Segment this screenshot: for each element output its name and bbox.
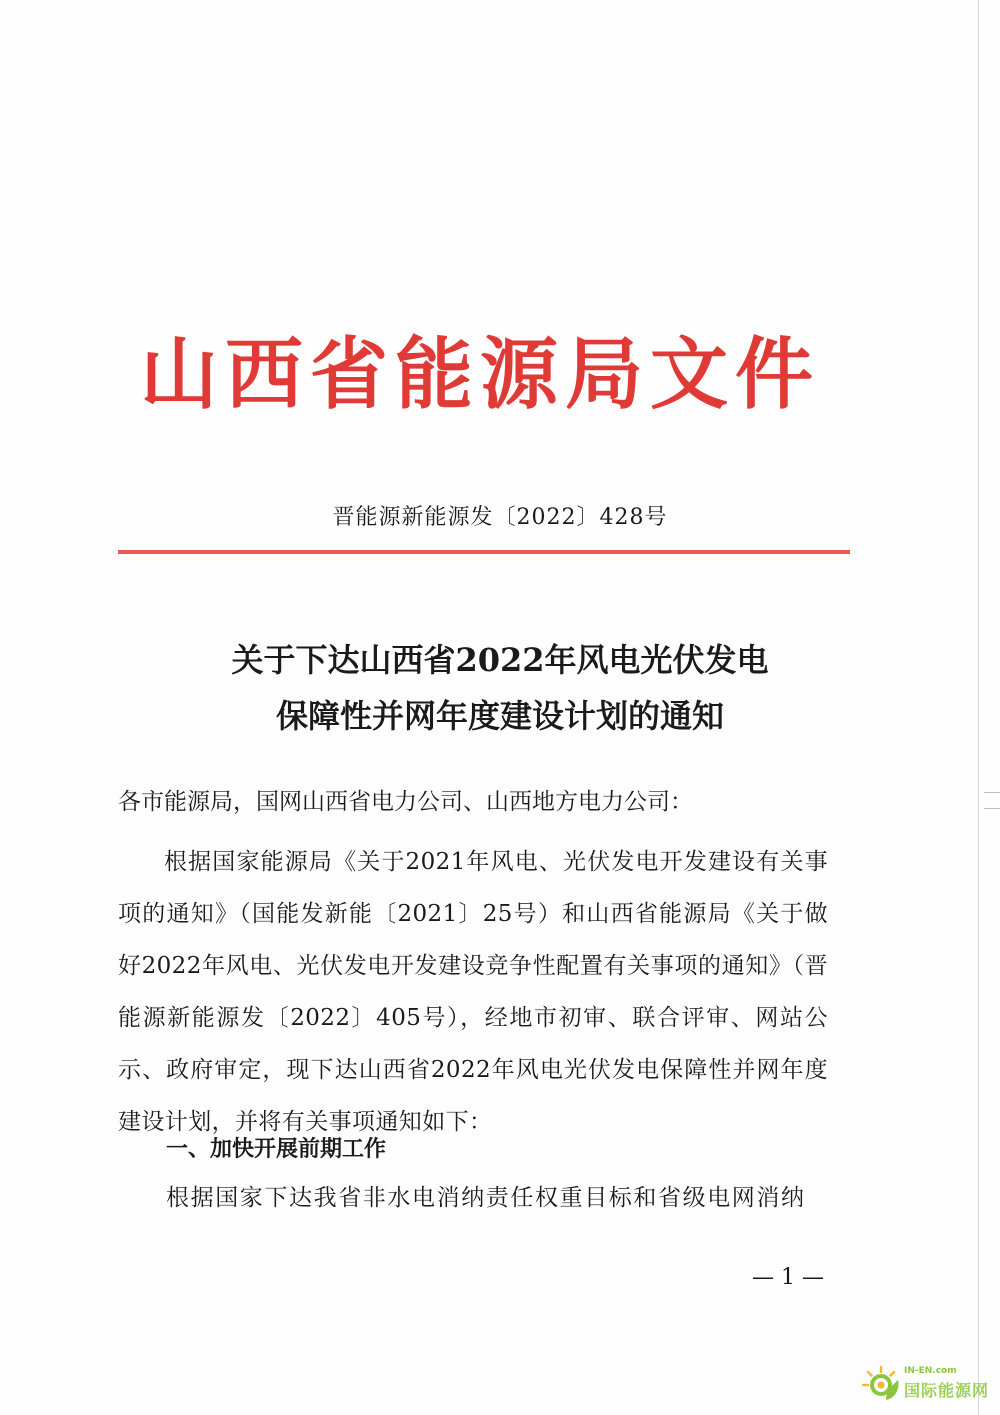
document-header-title: 山西省能源局文件 <box>140 330 821 420</box>
watermark <box>860 1360 992 1410</box>
body-paragraph-2: 根据国家下达我省非水电消纳责任权重目标和省级电网消纳 <box>166 1185 806 1211</box>
sun-leaf-logo-icon <box>860 1364 902 1406</box>
salutation: 各市能源局，国网山西省电力公司、山西地方电力公司： <box>118 789 693 815</box>
body-paragraph-1: 根据国家能源局《关于2021年风电、光伏发电开发建设有关事项的通知》（国能发新能〔2021〕25号）和山西省能源局《关于做好2022年风电、光伏发电开发建设竞争性配置有关事项的通知》（晋能源新能源发〔2022〕405号），经地市初审、联合评审、网站公示、政府审定，现下达山西省2022年风电光伏发电保障性并网年度建设计划，并将有关事项通知如下： <box>118 849 828 1135</box>
watermark-site-text: IN-EN.com <box>904 1366 957 1376</box>
scan-edge-tick <box>984 808 1000 809</box>
document-number: 晋能源新能源发〔2022〕428号 <box>332 505 668 530</box>
notice-title-line-1: 关于下达山西省2022年风电光伏发电 <box>231 641 769 679</box>
page-number: — 1 — <box>752 1265 824 1290</box>
watermark-brand-text: 国际能源网 <box>904 1381 990 1400</box>
section-heading-1: 一、加快开展前期工作 <box>166 1137 387 1162</box>
red-separator-rule <box>118 550 850 554</box>
scan-edge-tick <box>984 792 1000 793</box>
notice-title-line-2: 保障性并网年度建设计划的通知 <box>275 697 724 735</box>
